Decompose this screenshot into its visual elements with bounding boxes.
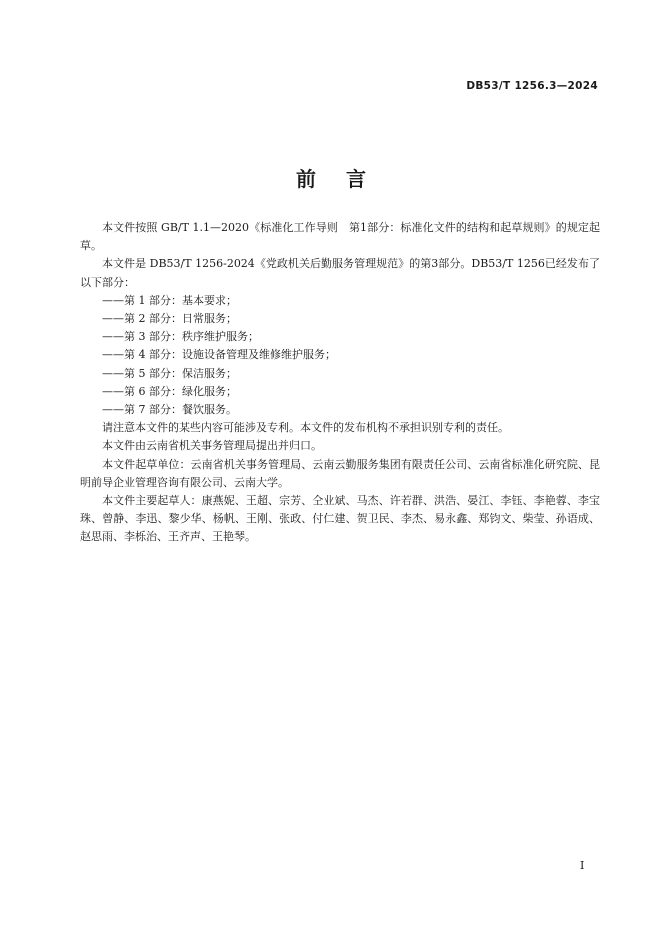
foreword-body: [80, 219, 600, 547]
list-item: ——第 4 部分：设施设备管理及维修维护服务；: [102, 348, 336, 362]
page-number: I: [580, 859, 585, 872]
paragraph-drafting-units: 本文件起草单位：云南省机关事务管理局、云南云勤服务集团有限责任公司、云南省标准化研究院、昆明前导企业管理咨询有限公司、云南大学。: [80, 457, 600, 489]
standard-code: DB53/T 1256.3—2024: [466, 80, 598, 92]
page-title: 前言: [296, 167, 396, 191]
list-item: ——第 5 部分：保洁服务；: [102, 366, 237, 380]
paragraph-proposer: 本文件由云南省机关事务管理局提出并归口。: [102, 439, 322, 453]
list-item: ——第 1 部分：基本要求；: [102, 293, 237, 307]
paragraph-series-intro: 本文件是 DB53/T 1256-2024《党政机关后勤服务管理规范》的第3部分。DB53/T 1256已经发布了以下部分：: [80, 257, 600, 289]
list-item: ——第 7 部分：餐饮服务。: [102, 403, 237, 417]
list-item: ——第 6 部分：绿化服务；: [102, 384, 237, 398]
paragraph-drafters: 本文件主要起草人：康燕妮、王超、宗芳、仝业斌、马杰、许若群、洪浩、晏江、李钰、李艳蓉、李宝珠、曾静、李迅、黎少华、杨帆、王刚、张政、付仁建、贺卫民、李杰、易永鑫、郑钧文、柴莹、孙语成、赵思雨、李栎治、王齐声、王艳琴。: [80, 494, 600, 544]
parts-list: [80, 292, 600, 419]
list-item: ——第 3 部分：秩序维护服务；: [102, 330, 259, 344]
list-item: ——第 2 部分：日常服务；: [102, 312, 237, 326]
paragraph-drafting-basis: 本文件按照 GB/T 1.1—2020《标准化工作导则 第1部分：标准化文件的结构和起草规则》的规定起草。: [80, 221, 600, 253]
paragraph-patent-notice: 请注意本文件的某些内容可能涉及专利。本文件的发布机构不承担识别专利的责任。: [102, 421, 509, 435]
